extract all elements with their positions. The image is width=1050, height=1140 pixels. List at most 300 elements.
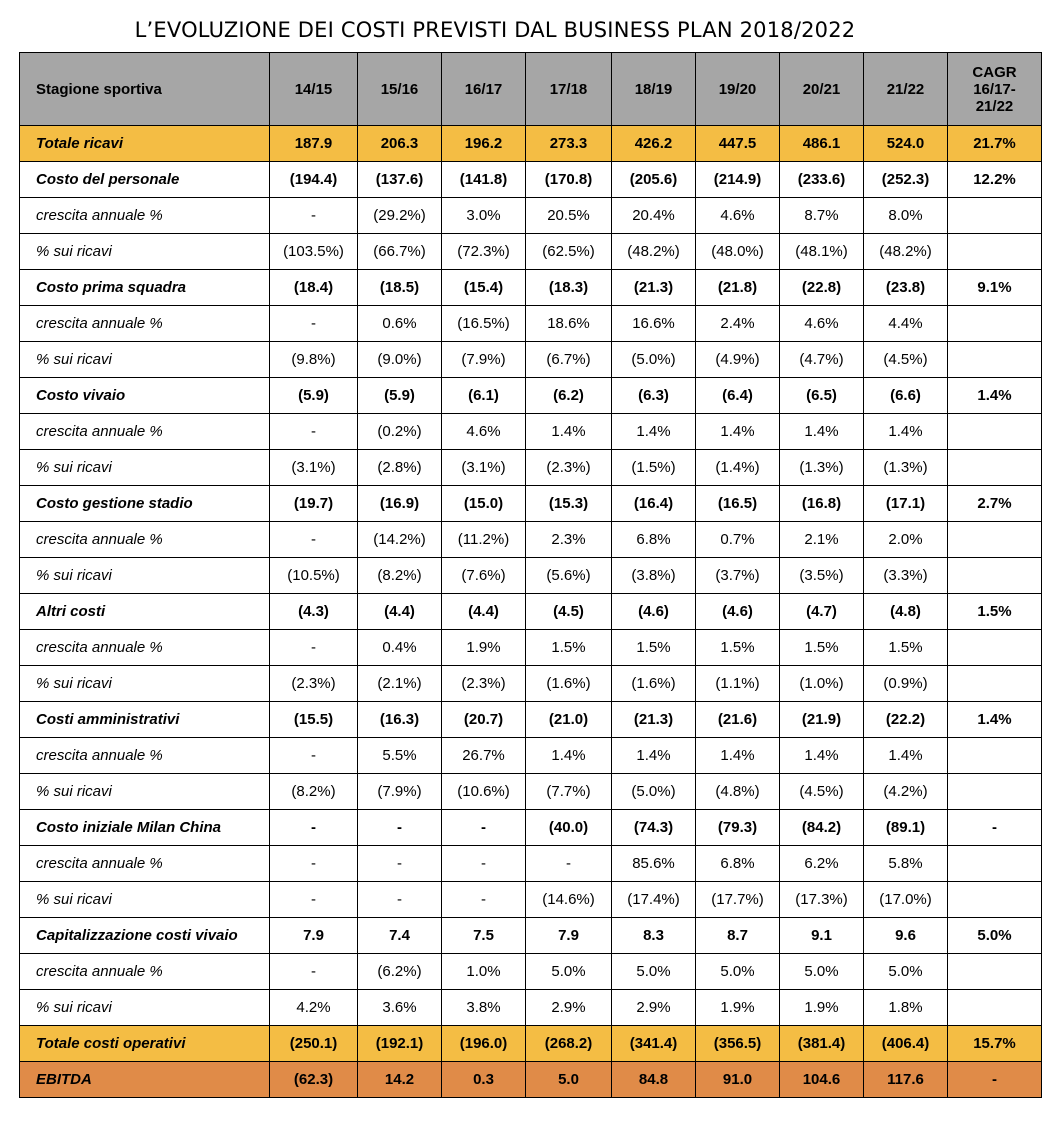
value-cell: (11.2%) xyxy=(442,522,526,558)
cagr-cell: - xyxy=(948,810,1042,846)
value-cell: - xyxy=(442,882,526,918)
value-cell: (18.4) xyxy=(270,270,358,306)
value-cell: (8.2%) xyxy=(270,774,358,810)
cagr-cell xyxy=(948,774,1042,810)
value-cell: 1.0% xyxy=(442,954,526,990)
value-cell: (1.6%) xyxy=(612,666,696,702)
value-cell: (22.2) xyxy=(864,702,948,738)
value-cell: (1.4%) xyxy=(696,450,780,486)
value-cell: (6.6) xyxy=(864,378,948,414)
value-cell: 1.4% xyxy=(526,738,612,774)
value-cell: (15.4) xyxy=(442,270,526,306)
value-cell: 1.4% xyxy=(526,414,612,450)
row-label: Costi amministrativi xyxy=(20,702,270,738)
row-label: % sui ricavi xyxy=(20,558,270,594)
value-cell: (2.3%) xyxy=(270,666,358,702)
value-cell: 1.4% xyxy=(696,738,780,774)
value-cell: 16.6% xyxy=(612,306,696,342)
value-cell: 1.4% xyxy=(780,414,864,450)
cagr-cell xyxy=(948,738,1042,774)
value-cell: - xyxy=(270,738,358,774)
value-cell: (7.9%) xyxy=(358,774,442,810)
row-label: Costo vivaio xyxy=(20,378,270,414)
value-cell: 14.2 xyxy=(358,1062,442,1098)
column-header-season: 16/17 xyxy=(442,53,526,126)
value-cell: 5.0% xyxy=(864,954,948,990)
row-label: crescita annuale % xyxy=(20,630,270,666)
row-label: EBITDA xyxy=(20,1062,270,1098)
value-cell: (192.1) xyxy=(358,1026,442,1062)
row-label: % sui ricavi xyxy=(20,342,270,378)
cagr-cell: 1.4% xyxy=(948,378,1042,414)
value-cell: (196.0) xyxy=(442,1026,526,1062)
value-cell: (2.3%) xyxy=(442,666,526,702)
value-cell: 486.1 xyxy=(780,126,864,162)
table-row xyxy=(20,1062,1042,1098)
cagr-cell: 1.4% xyxy=(948,702,1042,738)
value-cell: (22.8) xyxy=(780,270,864,306)
row-label: crescita annuale % xyxy=(20,414,270,450)
value-cell: (268.2) xyxy=(526,1026,612,1062)
value-cell: (170.8) xyxy=(526,162,612,198)
table-row xyxy=(20,522,1042,558)
value-cell: - xyxy=(442,810,526,846)
value-cell: (10.6%) xyxy=(442,774,526,810)
table-header-row xyxy=(20,53,1042,126)
value-cell: (103.5%) xyxy=(270,234,358,270)
value-cell: (15.0) xyxy=(442,486,526,522)
value-cell: - xyxy=(270,846,358,882)
value-cell: (4.5%) xyxy=(864,342,948,378)
row-label: % sui ricavi xyxy=(20,234,270,270)
value-cell: 3.6% xyxy=(358,990,442,1026)
value-cell: (4.5%) xyxy=(780,774,864,810)
table-row xyxy=(20,162,1042,198)
cagr-cell xyxy=(948,630,1042,666)
value-cell: 117.6 xyxy=(864,1062,948,1098)
cagr-cell xyxy=(948,234,1042,270)
value-cell: 4.2% xyxy=(270,990,358,1026)
cagr-cell xyxy=(948,882,1042,918)
table-row xyxy=(20,234,1042,270)
value-cell: 2.9% xyxy=(612,990,696,1026)
value-cell: (79.3) xyxy=(696,810,780,846)
value-cell: (5.0%) xyxy=(612,774,696,810)
table-row xyxy=(20,918,1042,954)
table-row xyxy=(20,846,1042,882)
cagr-cell xyxy=(948,666,1042,702)
table-row xyxy=(20,738,1042,774)
value-cell: 0.6% xyxy=(358,306,442,342)
value-cell: (1.3%) xyxy=(780,450,864,486)
value-cell: (16.5) xyxy=(696,486,780,522)
value-cell: (5.0%) xyxy=(612,342,696,378)
value-cell: (252.3) xyxy=(864,162,948,198)
value-cell: 1.9% xyxy=(780,990,864,1026)
value-cell: 2.1% xyxy=(780,522,864,558)
value-cell: (14.6%) xyxy=(526,882,612,918)
table-row xyxy=(20,450,1042,486)
value-cell: 1.9% xyxy=(442,630,526,666)
value-cell: (3.1%) xyxy=(270,450,358,486)
row-label: Totale costi operativi xyxy=(20,1026,270,1062)
cagr-cell: 5.0% xyxy=(948,918,1042,954)
value-cell: 7.9 xyxy=(526,918,612,954)
value-cell: (7.7%) xyxy=(526,774,612,810)
value-cell: 5.0% xyxy=(612,954,696,990)
cagr-cell xyxy=(948,846,1042,882)
value-cell: 9.1 xyxy=(780,918,864,954)
value-cell: (4.8%) xyxy=(696,774,780,810)
value-cell: 1.5% xyxy=(696,630,780,666)
value-cell: (16.3) xyxy=(358,702,442,738)
value-cell: (9.8%) xyxy=(270,342,358,378)
value-cell: 4.4% xyxy=(864,306,948,342)
cagr-header-line: CAGR xyxy=(972,63,1017,81)
value-cell: (3.8%) xyxy=(612,558,696,594)
value-cell: 4.6% xyxy=(696,198,780,234)
table-row xyxy=(20,198,1042,234)
costs-table xyxy=(19,52,1042,1098)
value-cell: 7.4 xyxy=(358,918,442,954)
value-cell: (17.3%) xyxy=(780,882,864,918)
row-label: crescita annuale % xyxy=(20,198,270,234)
value-cell: (4.5) xyxy=(526,594,612,630)
value-cell: (21.0) xyxy=(526,702,612,738)
value-cell: 2.3% xyxy=(526,522,612,558)
value-cell: - xyxy=(270,630,358,666)
value-cell: (7.9%) xyxy=(442,342,526,378)
column-header-season: 15/16 xyxy=(358,53,442,126)
cagr-cell xyxy=(948,306,1042,342)
value-cell: 5.5% xyxy=(358,738,442,774)
value-cell: (17.7%) xyxy=(696,882,780,918)
value-cell: (17.0%) xyxy=(864,882,948,918)
table-row xyxy=(20,810,1042,846)
value-cell: 5.0 xyxy=(526,1062,612,1098)
value-cell: 524.0 xyxy=(864,126,948,162)
value-cell: 1.4% xyxy=(612,738,696,774)
value-cell: (3.7%) xyxy=(696,558,780,594)
table-row xyxy=(20,558,1042,594)
value-cell: (6.2) xyxy=(526,378,612,414)
value-cell: 2.0% xyxy=(864,522,948,558)
value-cell: (21.9) xyxy=(780,702,864,738)
table-row xyxy=(20,1026,1042,1062)
value-cell: 18.6% xyxy=(526,306,612,342)
value-cell: (72.3%) xyxy=(442,234,526,270)
value-cell: (141.8) xyxy=(442,162,526,198)
value-cell: (16.5%) xyxy=(442,306,526,342)
value-cell: - xyxy=(358,846,442,882)
value-cell: (381.4) xyxy=(780,1026,864,1062)
value-cell: - xyxy=(442,846,526,882)
cagr-cell: 9.1% xyxy=(948,270,1042,306)
value-cell: (1.5%) xyxy=(612,450,696,486)
value-cell: (4.7%) xyxy=(780,342,864,378)
value-cell: (84.2) xyxy=(780,810,864,846)
column-header-season: 17/18 xyxy=(526,53,612,126)
value-cell: (18.3) xyxy=(526,270,612,306)
value-cell: (48.2%) xyxy=(612,234,696,270)
row-label: % sui ricavi xyxy=(20,990,270,1026)
value-cell: (4.4) xyxy=(358,594,442,630)
value-cell: 4.6% xyxy=(780,306,864,342)
cagr-cell: - xyxy=(948,1062,1042,1098)
value-cell: 4.6% xyxy=(442,414,526,450)
table-row xyxy=(20,306,1042,342)
value-cell: (2.3%) xyxy=(526,450,612,486)
value-cell: 1.4% xyxy=(864,414,948,450)
value-cell: 273.3 xyxy=(526,126,612,162)
table-row xyxy=(20,774,1042,810)
value-cell: (3.1%) xyxy=(442,450,526,486)
value-cell: (4.3) xyxy=(270,594,358,630)
cagr-cell: 12.2% xyxy=(948,162,1042,198)
value-cell: - xyxy=(358,810,442,846)
row-label: % sui ricavi xyxy=(20,666,270,702)
cagr-cell xyxy=(948,414,1042,450)
value-cell: (48.1%) xyxy=(780,234,864,270)
table-row xyxy=(20,702,1042,738)
table-row xyxy=(20,990,1042,1026)
value-cell: 1.5% xyxy=(612,630,696,666)
table-row xyxy=(20,666,1042,702)
value-cell: (2.8%) xyxy=(358,450,442,486)
row-label: Costo iniziale Milan China xyxy=(20,810,270,846)
cagr-header-line: 16/17- xyxy=(973,80,1016,98)
value-cell: (205.6) xyxy=(612,162,696,198)
value-cell: (48.0%) xyxy=(696,234,780,270)
value-cell: - xyxy=(270,954,358,990)
value-cell: (6.7%) xyxy=(526,342,612,378)
value-cell: 0.7% xyxy=(696,522,780,558)
value-cell: (6.2%) xyxy=(358,954,442,990)
value-cell: - xyxy=(270,414,358,450)
value-cell: (1.0%) xyxy=(780,666,864,702)
value-cell: (15.3) xyxy=(526,486,612,522)
value-cell: 7.5 xyxy=(442,918,526,954)
value-cell: (5.9) xyxy=(358,378,442,414)
value-cell: 447.5 xyxy=(696,126,780,162)
value-cell: (21.3) xyxy=(612,270,696,306)
value-cell: 1.4% xyxy=(696,414,780,450)
value-cell: (3.3%) xyxy=(864,558,948,594)
row-label: crescita annuale % xyxy=(20,306,270,342)
value-cell: (7.6%) xyxy=(442,558,526,594)
row-label: Altri costi xyxy=(20,594,270,630)
value-cell: 7.9 xyxy=(270,918,358,954)
row-label: % sui ricavi xyxy=(20,450,270,486)
row-label: Capitalizzazione costi vivaio xyxy=(20,918,270,954)
value-cell: 8.3 xyxy=(612,918,696,954)
value-cell: 104.6 xyxy=(780,1062,864,1098)
value-cell: 85.6% xyxy=(612,846,696,882)
value-cell: 2.4% xyxy=(696,306,780,342)
value-cell: (4.6) xyxy=(696,594,780,630)
value-cell: (2.1%) xyxy=(358,666,442,702)
value-cell: (18.5) xyxy=(358,270,442,306)
table-row xyxy=(20,954,1042,990)
value-cell: 6.8% xyxy=(612,522,696,558)
value-cell: (6.1) xyxy=(442,378,526,414)
value-cell: 2.9% xyxy=(526,990,612,1026)
value-cell: 196.2 xyxy=(442,126,526,162)
value-cell: (20.7) xyxy=(442,702,526,738)
value-cell: 9.6 xyxy=(864,918,948,954)
value-cell: (4.8) xyxy=(864,594,948,630)
table-row xyxy=(20,594,1042,630)
value-cell: 1.4% xyxy=(780,738,864,774)
cagr-cell xyxy=(948,558,1042,594)
value-cell: (23.8) xyxy=(864,270,948,306)
value-cell: - xyxy=(270,882,358,918)
value-cell: (0.9%) xyxy=(864,666,948,702)
value-cell: 0.4% xyxy=(358,630,442,666)
value-cell: 1.9% xyxy=(696,990,780,1026)
value-cell: (4.2%) xyxy=(864,774,948,810)
value-cell: (6.5) xyxy=(780,378,864,414)
value-cell: (29.2%) xyxy=(358,198,442,234)
table-row xyxy=(20,486,1042,522)
column-header-season: 20/21 xyxy=(780,53,864,126)
value-cell: (4.7) xyxy=(780,594,864,630)
value-cell: - xyxy=(270,198,358,234)
table-row xyxy=(20,378,1042,414)
value-cell: 426.2 xyxy=(612,126,696,162)
value-cell: 20.5% xyxy=(526,198,612,234)
cagr-cell: 1.5% xyxy=(948,594,1042,630)
value-cell: - xyxy=(270,306,358,342)
value-cell: (14.2%) xyxy=(358,522,442,558)
value-cell: (15.5) xyxy=(270,702,358,738)
row-label: % sui ricavi xyxy=(20,882,270,918)
value-cell: - xyxy=(270,810,358,846)
value-cell: 91.0 xyxy=(696,1062,780,1098)
value-cell: 3.0% xyxy=(442,198,526,234)
value-cell: - xyxy=(270,522,358,558)
cagr-header-line: 21/22 xyxy=(975,97,1014,115)
value-cell: 1.4% xyxy=(864,738,948,774)
value-cell: (21.6) xyxy=(696,702,780,738)
value-cell: 206.3 xyxy=(358,126,442,162)
column-header-season: 14/15 xyxy=(270,53,358,126)
value-cell: 1.4% xyxy=(612,414,696,450)
value-cell: (62.5%) xyxy=(526,234,612,270)
value-cell: (40.0) xyxy=(526,810,612,846)
value-cell: (74.3) xyxy=(612,810,696,846)
value-cell: (341.4) xyxy=(612,1026,696,1062)
value-cell: (8.2%) xyxy=(358,558,442,594)
value-cell: 5.0% xyxy=(526,954,612,990)
value-cell: (21.3) xyxy=(612,702,696,738)
value-cell: 84.8 xyxy=(612,1062,696,1098)
value-cell: (16.4) xyxy=(612,486,696,522)
row-label: Costo prima squadra xyxy=(20,270,270,306)
value-cell: (17.4%) xyxy=(612,882,696,918)
value-cell: (62.3) xyxy=(270,1062,358,1098)
value-cell: (89.1) xyxy=(864,810,948,846)
value-cell: (214.9) xyxy=(696,162,780,198)
row-label: Costo del personale xyxy=(20,162,270,198)
table-row xyxy=(20,270,1042,306)
cagr-cell xyxy=(948,198,1042,234)
value-cell: 1.8% xyxy=(864,990,948,1026)
value-cell: - xyxy=(526,846,612,882)
value-cell: 26.7% xyxy=(442,738,526,774)
value-cell: (6.3) xyxy=(612,378,696,414)
value-cell: 1.5% xyxy=(780,630,864,666)
value-cell: 1.5% xyxy=(864,630,948,666)
value-cell: (5.9) xyxy=(270,378,358,414)
value-cell: 187.9 xyxy=(270,126,358,162)
value-cell: (4.4) xyxy=(442,594,526,630)
value-cell: (17.1) xyxy=(864,486,948,522)
row-label: Totale ricavi xyxy=(20,126,270,162)
page-title: L’EVOLUZIONE DEI COSTI PREVISTI DAL BUSINESS PLAN 2018/2022 xyxy=(134,18,856,42)
column-header-season: 18/19 xyxy=(612,53,696,126)
value-cell: (19.7) xyxy=(270,486,358,522)
value-cell: (250.1) xyxy=(270,1026,358,1062)
value-cell: (356.5) xyxy=(696,1026,780,1062)
value-cell: (10.5%) xyxy=(270,558,358,594)
value-cell: (4.6) xyxy=(612,594,696,630)
table-row xyxy=(20,342,1042,378)
column-header-season: 19/20 xyxy=(696,53,780,126)
row-label: crescita annuale % xyxy=(20,738,270,774)
cagr-cell xyxy=(948,342,1042,378)
value-cell: (233.6) xyxy=(780,162,864,198)
value-cell: (48.2%) xyxy=(864,234,948,270)
value-cell: - xyxy=(358,882,442,918)
value-cell: (16.9) xyxy=(358,486,442,522)
value-cell: 1.5% xyxy=(526,630,612,666)
row-label: crescita annuale % xyxy=(20,846,270,882)
table-row xyxy=(20,414,1042,450)
cagr-cell: 21.7% xyxy=(948,126,1042,162)
table-row xyxy=(20,126,1042,162)
value-cell: 5.0% xyxy=(780,954,864,990)
row-label: Costo gestione stadio xyxy=(20,486,270,522)
value-cell: 5.8% xyxy=(864,846,948,882)
value-cell: (406.4) xyxy=(864,1026,948,1062)
value-cell: 20.4% xyxy=(612,198,696,234)
column-header-season: 21/22 xyxy=(864,53,948,126)
cagr-cell xyxy=(948,522,1042,558)
row-label: % sui ricavi xyxy=(20,774,270,810)
cagr-cell xyxy=(948,990,1042,1026)
value-cell: 0.3 xyxy=(442,1062,526,1098)
value-cell: 6.8% xyxy=(696,846,780,882)
value-cell: (1.6%) xyxy=(526,666,612,702)
table-row xyxy=(20,630,1042,666)
value-cell: (66.7%) xyxy=(358,234,442,270)
value-cell: 3.8% xyxy=(442,990,526,1026)
cagr-cell xyxy=(948,450,1042,486)
value-cell: (9.0%) xyxy=(358,342,442,378)
value-cell: 6.2% xyxy=(780,846,864,882)
value-cell: (194.4) xyxy=(270,162,358,198)
value-cell: 5.0% xyxy=(696,954,780,990)
value-cell: (4.9%) xyxy=(696,342,780,378)
cagr-cell xyxy=(948,954,1042,990)
value-cell: (16.8) xyxy=(780,486,864,522)
value-cell: 8.0% xyxy=(864,198,948,234)
value-cell: (0.2%) xyxy=(358,414,442,450)
value-cell: (137.6) xyxy=(358,162,442,198)
value-cell: (6.4) xyxy=(696,378,780,414)
value-cell: (1.3%) xyxy=(864,450,948,486)
